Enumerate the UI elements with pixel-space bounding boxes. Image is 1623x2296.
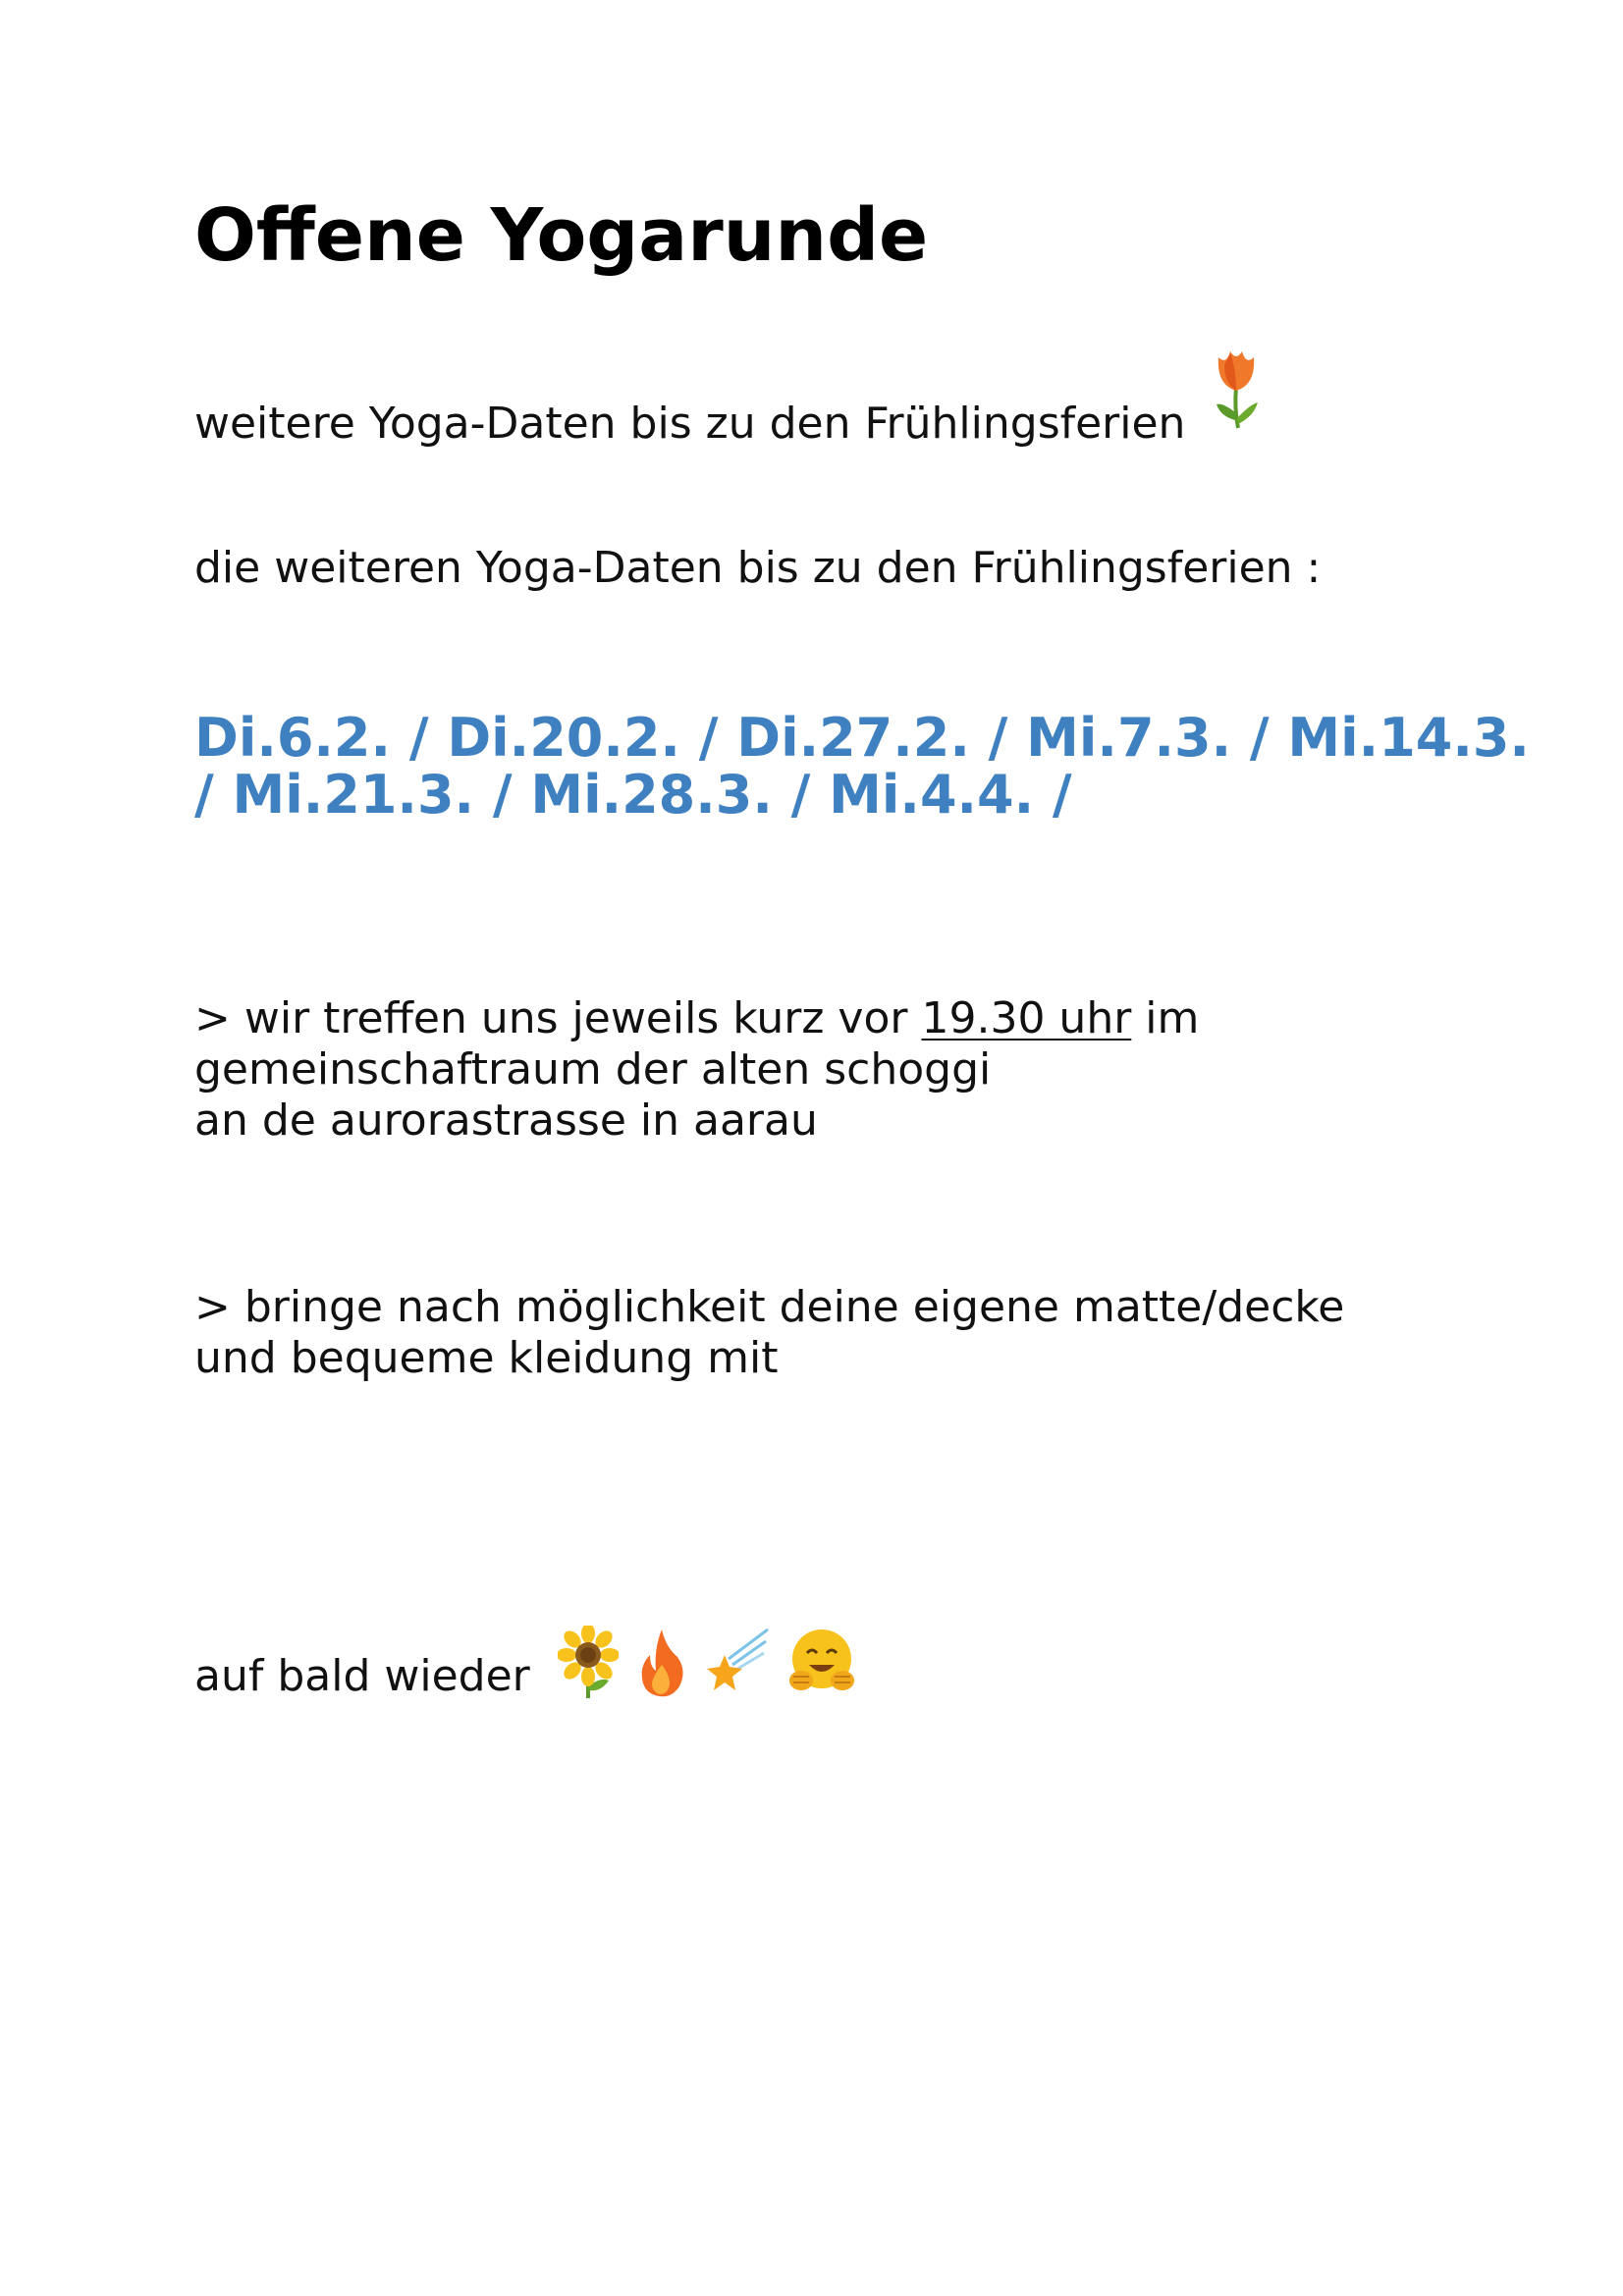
meeting-info	[194, 993, 1199, 1147]
bring-info	[194, 1282, 1344, 1384]
hugging-face-icon	[787, 1626, 856, 1698]
subtitle-text: weitere Yoga-Daten bis zu den Frühlingsferien	[194, 399, 1186, 449]
intro-text: die weiteren Yoga-Daten bis zu den Frühlingsferien :	[194, 543, 1322, 593]
dates-list	[194, 707, 1530, 826]
meeting-line-1	[194, 993, 1199, 1044]
subtitle	[194, 355, 1262, 450]
tulip-icon	[1211, 347, 1262, 442]
fire-icon	[636, 1626, 687, 1698]
page-title: Offene Yogarunde	[194, 193, 929, 278]
dates-line-1: Di.6.2. / Di.20.2. / Di.27.2. / Mi.7.3. / Mi.14.3.	[194, 707, 1530, 769]
bring-line-2: und bequeme kleidung mit	[194, 1333, 779, 1383]
meeting-prefix: > wir treffen uns jeweils kurz vor	[194, 993, 908, 1043]
meeting-line-2: gemeinschaftraum der alten schoggi	[194, 1044, 992, 1095]
farewell-text: auf bald wieder	[194, 1651, 530, 1701]
meeting-line-3: an de aurorastrasse in aarau	[194, 1095, 818, 1146]
meeting-time: 19.30 uhr	[921, 993, 1132, 1043]
sunflower-icon	[558, 1626, 619, 1698]
shooting-star-icon	[705, 1626, 770, 1698]
farewell	[194, 1629, 860, 1702]
bring-line-1: > bringe nach möglichkeit deine eigene matte/decke	[194, 1282, 1345, 1332]
farewell-emojis	[558, 1626, 860, 1698]
dates-line-2: / Mi.21.3. / Mi.28.3. / Mi.4.4. /	[194, 764, 1072, 826]
meeting-suffix: im	[1145, 993, 1200, 1043]
